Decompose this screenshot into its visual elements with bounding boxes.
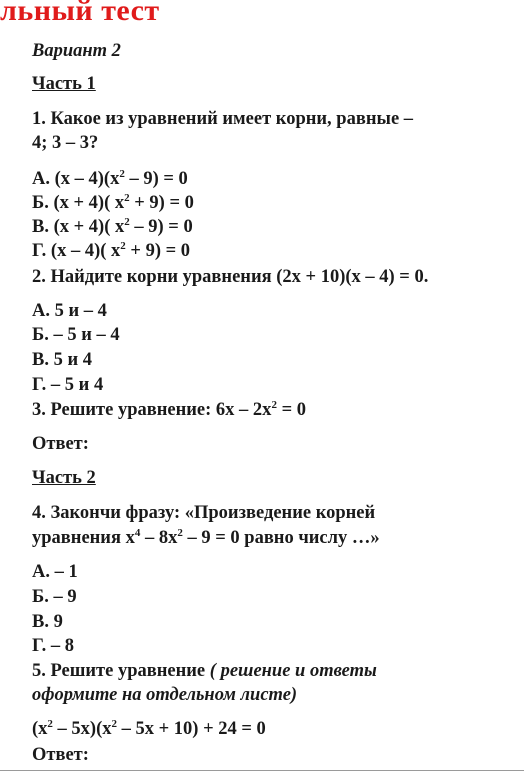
q2-option-c: В. 5 и 4: [32, 350, 92, 370]
q1-option-d: Г. (x – 4)( $x^2 + 9) = 0$: [32, 239, 191, 261]
q4-line1: 4. Закончи фразу: «Произведение корней: [32, 503, 376, 523]
q4-option-a: А. – 1: [32, 562, 78, 582]
q5-equation: $(x^2 - 5x)(x^2 - 5x + 10) + 24 = 0$: [32, 717, 266, 739]
q1-option-c: В. (x + 4)( $x^2 - 9) = 0$: [32, 215, 193, 237]
q5-line2: оформите на отдельном листе): [32, 685, 298, 705]
q4-option-d: Г. – 8: [32, 636, 75, 656]
variant-label: Вариант 2: [32, 41, 121, 61]
q4-line2: уравнения $x^4 - 8x^2 - 9 = 0$ равно числу …»: [32, 526, 380, 548]
q4-option-b: Б. – 9: [32, 587, 77, 607]
part1-heading: Часть 1: [32, 74, 96, 94]
q2-text: 2. Найдите корни уравнения (2x + 10)(x – 4) = 0.: [32, 267, 429, 287]
q3-text: 3. Решите уравнение: $6x - 2x^2 = 0$: [32, 398, 306, 420]
q1-option-b: Б. (x + 4)( $x^2 + 9) = 0$: [32, 191, 194, 213]
part2-heading: Часть 2: [32, 468, 96, 488]
q5-line1: 5. Решите уравнение ( решение и ответы: [32, 661, 377, 681]
q1-line2: 4; 3 – 3?: [32, 133, 99, 153]
q4-option-c: В. 9: [32, 612, 63, 632]
part2-answer-label: Ответ:: [32, 745, 89, 765]
q1-option-a: А. $(x - 4)(x^2 - 9) = 0$: [32, 167, 188, 189]
page-title: льный тест: [0, 0, 160, 27]
q1-line1: 1. Какое из уравнений имеет корни, равные –: [32, 109, 414, 129]
q2-option-d: Г. – 5 и 4: [32, 375, 104, 395]
q2-option-a: А. 5 и – 4: [32, 301, 107, 321]
page-bottom-divider: [0, 770, 524, 771]
q2-option-b: Б. – 5 и – 4: [32, 325, 120, 345]
part1-answer-label: Ответ:: [32, 434, 89, 454]
